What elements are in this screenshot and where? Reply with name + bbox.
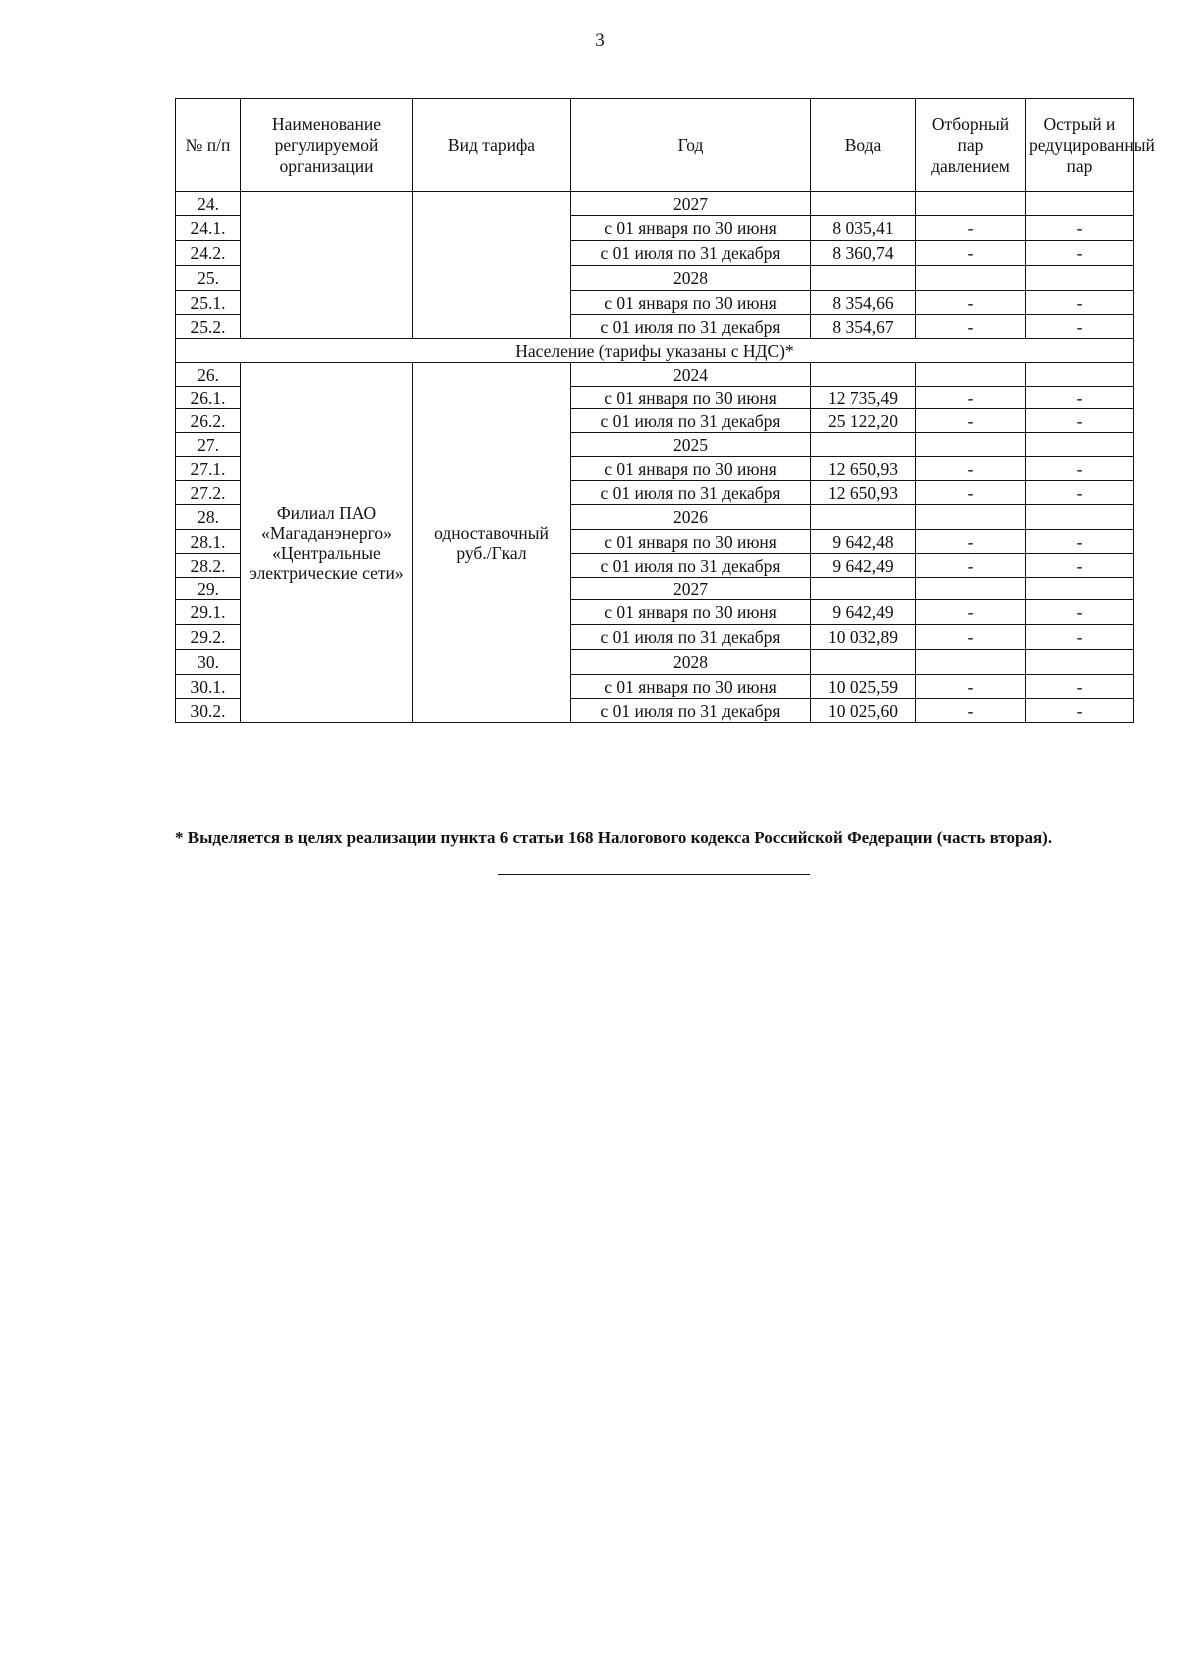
water-value: 9 642,48 xyxy=(811,530,916,554)
table-row xyxy=(176,363,1134,387)
water-value: 25 122,20 xyxy=(811,409,916,433)
steam-selected-value: - xyxy=(916,291,1026,315)
steam-selected-value xyxy=(916,266,1026,291)
steam-sharp-value: - xyxy=(1026,387,1134,409)
water-value: 10 032,89 xyxy=(811,625,916,650)
table-body xyxy=(176,192,1134,723)
header-org: Наименование регулируемой организации xyxy=(241,99,413,192)
end-rule xyxy=(498,874,810,875)
steam-selected-value: - xyxy=(916,625,1026,650)
steam-sharp-value: - xyxy=(1026,699,1134,723)
tariff-type-cell: одноставочный руб./Гкал xyxy=(413,363,571,723)
org-name-cell: Филиал ПАО «Магаданэнерго» «Центральные электрические сети» xyxy=(241,363,413,723)
water-value: 8 035,41 xyxy=(811,216,916,241)
steam-selected-value: - xyxy=(916,387,1026,409)
steam-sharp-value: - xyxy=(1026,291,1134,315)
steam-selected-value: - xyxy=(916,457,1026,481)
period-cell: 2027 xyxy=(571,192,811,216)
period-cell: с 01 июля по 31 декабря xyxy=(571,409,811,433)
period-cell: с 01 июля по 31 декабря xyxy=(571,481,811,505)
water-value xyxy=(811,505,916,530)
table-header-row xyxy=(176,99,1134,192)
row-number: 28.2. xyxy=(176,554,241,578)
row-number: 29. xyxy=(176,578,241,600)
row-number: 29.2. xyxy=(176,625,241,650)
row-number: 30.1. xyxy=(176,675,241,699)
water-value: 10 025,59 xyxy=(811,675,916,699)
steam-selected-value xyxy=(916,578,1026,600)
steam-selected-value: - xyxy=(916,315,1026,339)
table-row xyxy=(176,192,1134,216)
period-cell: с 01 января по 30 июня xyxy=(571,457,811,481)
period-cell: 2025 xyxy=(571,433,811,457)
water-value xyxy=(811,578,916,600)
header-year: Год xyxy=(571,99,811,192)
row-number: 27. xyxy=(176,433,241,457)
period-cell: с 01 июля по 31 декабря xyxy=(571,699,811,723)
header-num: № п/п xyxy=(176,99,241,192)
period-cell: с 01 июля по 31 декабря xyxy=(571,625,811,650)
water-value: 12 650,93 xyxy=(811,481,916,505)
steam-selected-value: - xyxy=(916,241,1026,266)
row-number: 27.1. xyxy=(176,457,241,481)
steam-selected-value xyxy=(916,192,1026,216)
water-value: 12 650,93 xyxy=(811,457,916,481)
period-cell: с 01 июля по 31 декабря xyxy=(571,315,811,339)
header-tariff-type: Вид тарифа xyxy=(413,99,571,192)
row-number: 24.2. xyxy=(176,241,241,266)
period-cell: 2028 xyxy=(571,650,811,675)
steam-sharp-value xyxy=(1026,363,1134,387)
page-number: 3 xyxy=(595,30,605,51)
steam-selected-value: - xyxy=(916,699,1026,723)
period-cell: с 01 января по 30 июня xyxy=(571,291,811,315)
row-number: 26.1. xyxy=(176,387,241,409)
steam-selected-value: - xyxy=(916,481,1026,505)
steam-sharp-value xyxy=(1026,505,1134,530)
section-row xyxy=(176,339,1134,363)
steam-selected-value: - xyxy=(916,409,1026,433)
water-value: 8 360,74 xyxy=(811,241,916,266)
steam-selected-value xyxy=(916,505,1026,530)
steam-selected-value xyxy=(916,650,1026,675)
water-value: 10 025,60 xyxy=(811,699,916,723)
steam-sharp-value: - xyxy=(1026,457,1134,481)
steam-sharp-value xyxy=(1026,578,1134,600)
water-value xyxy=(811,363,916,387)
steam-sharp-value: - xyxy=(1026,241,1134,266)
steam-selected-value: - xyxy=(916,600,1026,625)
period-cell: с 01 июля по 31 декабря xyxy=(571,241,811,266)
row-number: 24. xyxy=(176,192,241,216)
row-number: 25.1. xyxy=(176,291,241,315)
period-cell: 2028 xyxy=(571,266,811,291)
steam-selected-value xyxy=(916,433,1026,457)
row-number: 30.2. xyxy=(176,699,241,723)
water-value: 9 642,49 xyxy=(811,554,916,578)
row-number: 26. xyxy=(176,363,241,387)
header-water: Вода xyxy=(811,99,916,192)
row-number: 29.1. xyxy=(176,600,241,625)
steam-sharp-value xyxy=(1026,650,1134,675)
tariff-type-cell xyxy=(413,192,571,339)
steam-sharp-value xyxy=(1026,266,1134,291)
steam-selected-value xyxy=(916,363,1026,387)
period-cell: с 01 января по 30 июня xyxy=(571,600,811,625)
period-cell: с 01 января по 30 июня xyxy=(571,530,811,554)
period-cell: 2024 xyxy=(571,363,811,387)
org-name-cell xyxy=(241,192,413,339)
row-number: 26.2. xyxy=(176,409,241,433)
water-value xyxy=(811,266,916,291)
row-number: 28. xyxy=(176,505,241,530)
header-steam-selected: Отборный пар давлением xyxy=(916,99,1026,192)
steam-sharp-value xyxy=(1026,433,1134,457)
steam-sharp-value xyxy=(1026,192,1134,216)
steam-selected-value: - xyxy=(916,675,1026,699)
period-cell: с 01 января по 30 июня xyxy=(571,387,811,409)
footnote: * Выделяется в целях реализации пункта 6 статьи 168 Налогового кодекса Российской Федерации (часть вторая). xyxy=(175,828,1053,847)
row-number: 27.2. xyxy=(176,481,241,505)
steam-sharp-value: - xyxy=(1026,409,1134,433)
water-value: 8 354,66 xyxy=(811,291,916,315)
period-cell: 2026 xyxy=(571,505,811,530)
row-number: 28.1. xyxy=(176,530,241,554)
period-cell: с 01 июля по 31 декабря xyxy=(571,554,811,578)
steam-sharp-value: - xyxy=(1026,216,1134,241)
water-value: 8 354,67 xyxy=(811,315,916,339)
steam-selected-value: - xyxy=(916,216,1026,241)
row-number: 30. xyxy=(176,650,241,675)
header-steam-sharp: Острый и редуцированный пар xyxy=(1026,99,1134,192)
row-number: 25. xyxy=(176,266,241,291)
steam-selected-value: - xyxy=(916,530,1026,554)
water-value xyxy=(811,433,916,457)
water-value xyxy=(811,192,916,216)
steam-sharp-value: - xyxy=(1026,554,1134,578)
row-number: 25.2. xyxy=(176,315,241,339)
row-number: 24.1. xyxy=(176,216,241,241)
steam-sharp-value: - xyxy=(1026,315,1134,339)
steam-sharp-value: - xyxy=(1026,675,1134,699)
period-cell: 2027 xyxy=(571,578,811,600)
water-value: 9 642,49 xyxy=(811,600,916,625)
steam-selected-value: - xyxy=(916,554,1026,578)
water-value: 12 735,49 xyxy=(811,387,916,409)
period-cell: с 01 января по 30 июня xyxy=(571,675,811,699)
steam-sharp-value: - xyxy=(1026,625,1134,650)
section-label: Население (тарифы указаны с НДС)* xyxy=(176,339,1134,363)
water-value xyxy=(811,650,916,675)
tariff-table xyxy=(175,98,1155,723)
steam-sharp-value: - xyxy=(1026,481,1134,505)
steam-sharp-value: - xyxy=(1026,600,1134,625)
steam-sharp-value: - xyxy=(1026,530,1134,554)
period-cell: с 01 января по 30 июня xyxy=(571,216,811,241)
